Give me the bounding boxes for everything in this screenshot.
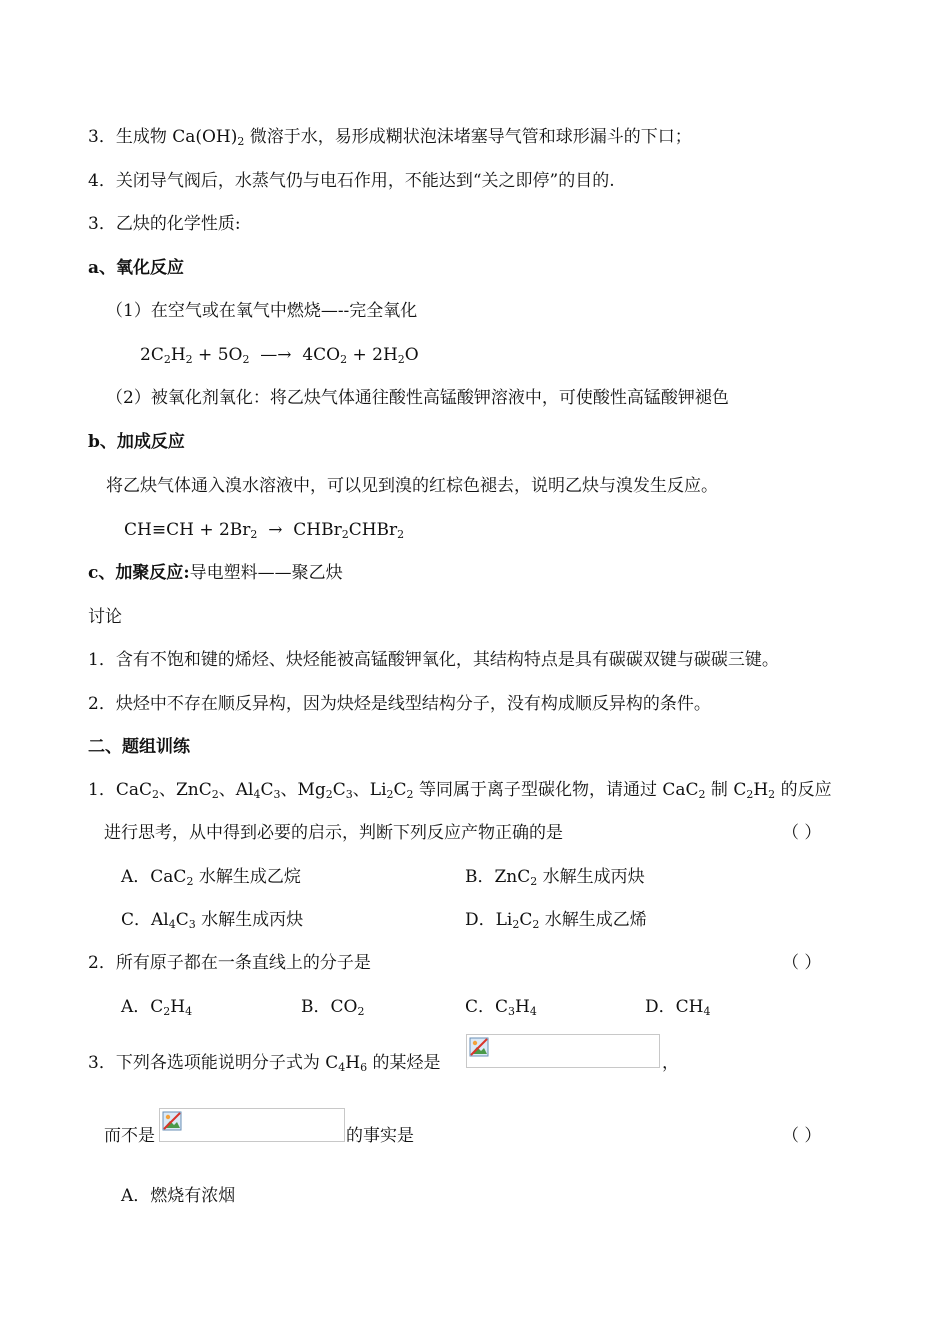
q-text: 、Li bbox=[352, 780, 387, 800]
opt-text: 水解生成丙炔 bbox=[537, 867, 645, 887]
opt-text: A．CaC bbox=[121, 867, 187, 887]
subscript: 2 bbox=[357, 1005, 365, 1018]
eq-text: + 2H bbox=[347, 345, 398, 365]
question-1-line-1 bbox=[88, 779, 832, 801]
text-line-bromine-water: 将乙炔气体通入溴水溶液中，可以见到溴的红棕色褪去，说明乙炔与溴发生反应。 bbox=[106, 476, 718, 496]
q1-option-c bbox=[121, 909, 303, 931]
subscript: 2 bbox=[341, 528, 349, 541]
subscript: 4 bbox=[338, 1061, 346, 1074]
q1-option-b bbox=[465, 866, 645, 888]
eq-text: CHBr bbox=[293, 520, 342, 540]
q-text: 的某烃是 bbox=[367, 1053, 441, 1073]
answer-paren-q1: （ ） bbox=[782, 823, 822, 843]
subscript: 2 bbox=[250, 528, 258, 541]
opt-text: 水解生成乙烯 bbox=[539, 910, 647, 930]
opt-text: C．Al bbox=[121, 910, 169, 930]
subscript: 2 bbox=[186, 875, 194, 888]
text-fragment: 微溶于水，易形成糊状泡沫堵塞导气管和球形漏斗的下口； bbox=[244, 127, 692, 147]
eq-text: 2C bbox=[140, 345, 164, 365]
q-text: C bbox=[332, 780, 346, 800]
discussion-heading: 讨论 bbox=[88, 607, 122, 627]
subscript: 6 bbox=[360, 1061, 368, 1074]
q-text: 、Mg bbox=[280, 780, 326, 800]
equation-bromination bbox=[124, 519, 404, 541]
question-3-line-2b: 的事实是 bbox=[346, 1126, 414, 1146]
subscript: 2 bbox=[532, 918, 540, 931]
question-3-line-1 bbox=[88, 1052, 440, 1074]
opt-text: D．Li bbox=[465, 910, 513, 930]
q2-option-a bbox=[121, 996, 192, 1018]
q2-option-b bbox=[301, 996, 364, 1018]
question-3-comma: ， bbox=[662, 1053, 679, 1073]
subscript: 2 bbox=[406, 788, 414, 801]
answer-paren-q3: （ ） bbox=[782, 1126, 822, 1146]
subscript: 2 bbox=[512, 918, 520, 931]
subscript: 2 bbox=[211, 788, 219, 801]
q-text: 等同属于离子型碳化物，请通过 CaC bbox=[413, 780, 699, 800]
text-line-oxidant: （2）被氧化剂氧化：将乙炔气体通往酸性高锰酸钾溶液中，可使酸性高锰酸钾褪色 bbox=[106, 388, 729, 408]
discussion-item-2: 2．炔烃中不存在顺反异构，因为炔烃是线型结构分子，没有构成顺反异构的条件。 bbox=[88, 694, 711, 714]
opt-text: H bbox=[515, 997, 530, 1017]
subscript: 2 bbox=[163, 353, 171, 366]
q1-option-a bbox=[121, 866, 301, 888]
subscript: 2 bbox=[185, 353, 193, 366]
text-line-combustion: （1）在空气或在氧气中燃烧—--完全氧化 bbox=[106, 301, 418, 321]
section-heading-exercises: 二、题组训练 bbox=[88, 737, 190, 757]
q-text: 3．下列各选项能说明分子式为 C bbox=[88, 1053, 339, 1073]
subscript: 2 bbox=[242, 353, 250, 366]
opt-text: 水解生成乙烷 bbox=[193, 867, 301, 887]
section-heading-chemical-properties: 3．乙炔的化学性质: bbox=[88, 214, 241, 234]
subscript: 4 bbox=[703, 1005, 711, 1018]
subscript: 2 bbox=[397, 353, 405, 366]
subheading-polymerization: c、加聚反应: bbox=[88, 563, 190, 583]
eq-text: H bbox=[170, 345, 186, 365]
subscript: 2 bbox=[397, 528, 405, 541]
subscript: 3 bbox=[508, 1005, 516, 1018]
subheading-oxidation: a、氧化反应 bbox=[88, 258, 185, 278]
q-text: 、ZnC bbox=[158, 780, 212, 800]
subscript: 2 bbox=[386, 788, 394, 801]
broken-image-icon bbox=[469, 1037, 489, 1057]
q-text: 1．CaC bbox=[88, 780, 152, 800]
subscript: 3 bbox=[273, 788, 281, 801]
q-text: H bbox=[345, 1053, 361, 1073]
answer-paren-q2: （ ） bbox=[782, 953, 822, 973]
eq-text: CH≡CH + 2Br bbox=[124, 520, 251, 540]
broken-image-icon bbox=[162, 1111, 182, 1131]
subscript: 2 bbox=[698, 788, 706, 801]
opt-text: C bbox=[175, 910, 189, 930]
subscript: 2 bbox=[746, 788, 754, 801]
subscript: 4 bbox=[168, 918, 176, 931]
q-text: 制 C bbox=[705, 780, 747, 800]
eq-text: CHBr bbox=[348, 520, 398, 540]
q-text: H bbox=[753, 780, 769, 800]
opt-text: B．ZnC bbox=[465, 867, 531, 887]
subscript: 4 bbox=[185, 1005, 193, 1018]
opt-text: B．CO bbox=[301, 997, 358, 1017]
eq-text: O bbox=[404, 345, 419, 365]
question-3-line-2a: 而不是 bbox=[104, 1126, 155, 1146]
eq-text: + 5O bbox=[192, 345, 243, 365]
eq-text: 4CO bbox=[302, 345, 341, 365]
opt-text: H bbox=[170, 997, 186, 1017]
subscript: 2 bbox=[163, 1005, 171, 1018]
equation-combustion bbox=[140, 344, 419, 366]
q2-option-c bbox=[465, 996, 537, 1018]
q-text: C bbox=[393, 780, 407, 800]
text-fragment: 3．生成物 Ca(OH) bbox=[88, 127, 238, 147]
text-line-cao-oh bbox=[88, 126, 692, 148]
opt-text: C bbox=[519, 910, 533, 930]
reaction-arrow: —→ bbox=[249, 345, 303, 365]
opt-text: 水解生成丙炔 bbox=[195, 910, 304, 930]
subscript: 2 bbox=[768, 788, 776, 801]
text-line-close-valve: 4．关闭导气阀后，水蒸气仍与电石作用，不能达到“关之即停”的目的. bbox=[88, 171, 615, 191]
subscript: 3 bbox=[188, 918, 196, 931]
subscript: 2 bbox=[237, 135, 245, 148]
question-2: 2．所有原子都在一条直线上的分子是 bbox=[88, 953, 371, 973]
text-line-polymerization bbox=[88, 562, 343, 584]
q1-option-d bbox=[465, 909, 647, 931]
subscript: 4 bbox=[529, 1005, 537, 1018]
opt-text: A．C bbox=[121, 997, 164, 1017]
subscript: 2 bbox=[530, 875, 538, 888]
opt-text: C．C bbox=[465, 997, 509, 1017]
q3-option-a: A．燃烧有浓烟 bbox=[121, 1186, 236, 1206]
subheading-addition: b、加成反应 bbox=[88, 432, 185, 452]
reaction-arrow: → bbox=[257, 520, 294, 540]
subscript: 3 bbox=[345, 788, 353, 801]
subscript: 2 bbox=[151, 788, 159, 801]
structure-image-placeholder-2 bbox=[159, 1108, 345, 1142]
q-text: 的反应 bbox=[775, 780, 832, 800]
subscript: 2 bbox=[340, 353, 348, 366]
subscript: 2 bbox=[325, 788, 333, 801]
q-text: 、Al bbox=[218, 780, 254, 800]
question-1-line-2: 进行思考，从中得到必要的启示，判断下列反应产物正确的是 bbox=[104, 823, 563, 843]
opt-text: D．CH bbox=[645, 997, 704, 1017]
text-fragment: 导电塑料——聚乙炔 bbox=[189, 563, 343, 583]
q-text: C bbox=[260, 780, 274, 800]
discussion-item-1: 1．含有不饱和键的烯烃、炔烃能被高锰酸钾氧化，其结构特点是具有碳碳双键与碳碳三键。 bbox=[88, 650, 779, 670]
q2-option-d bbox=[645, 996, 710, 1018]
subscript: 4 bbox=[253, 788, 261, 801]
structure-image-placeholder-1 bbox=[466, 1034, 660, 1068]
